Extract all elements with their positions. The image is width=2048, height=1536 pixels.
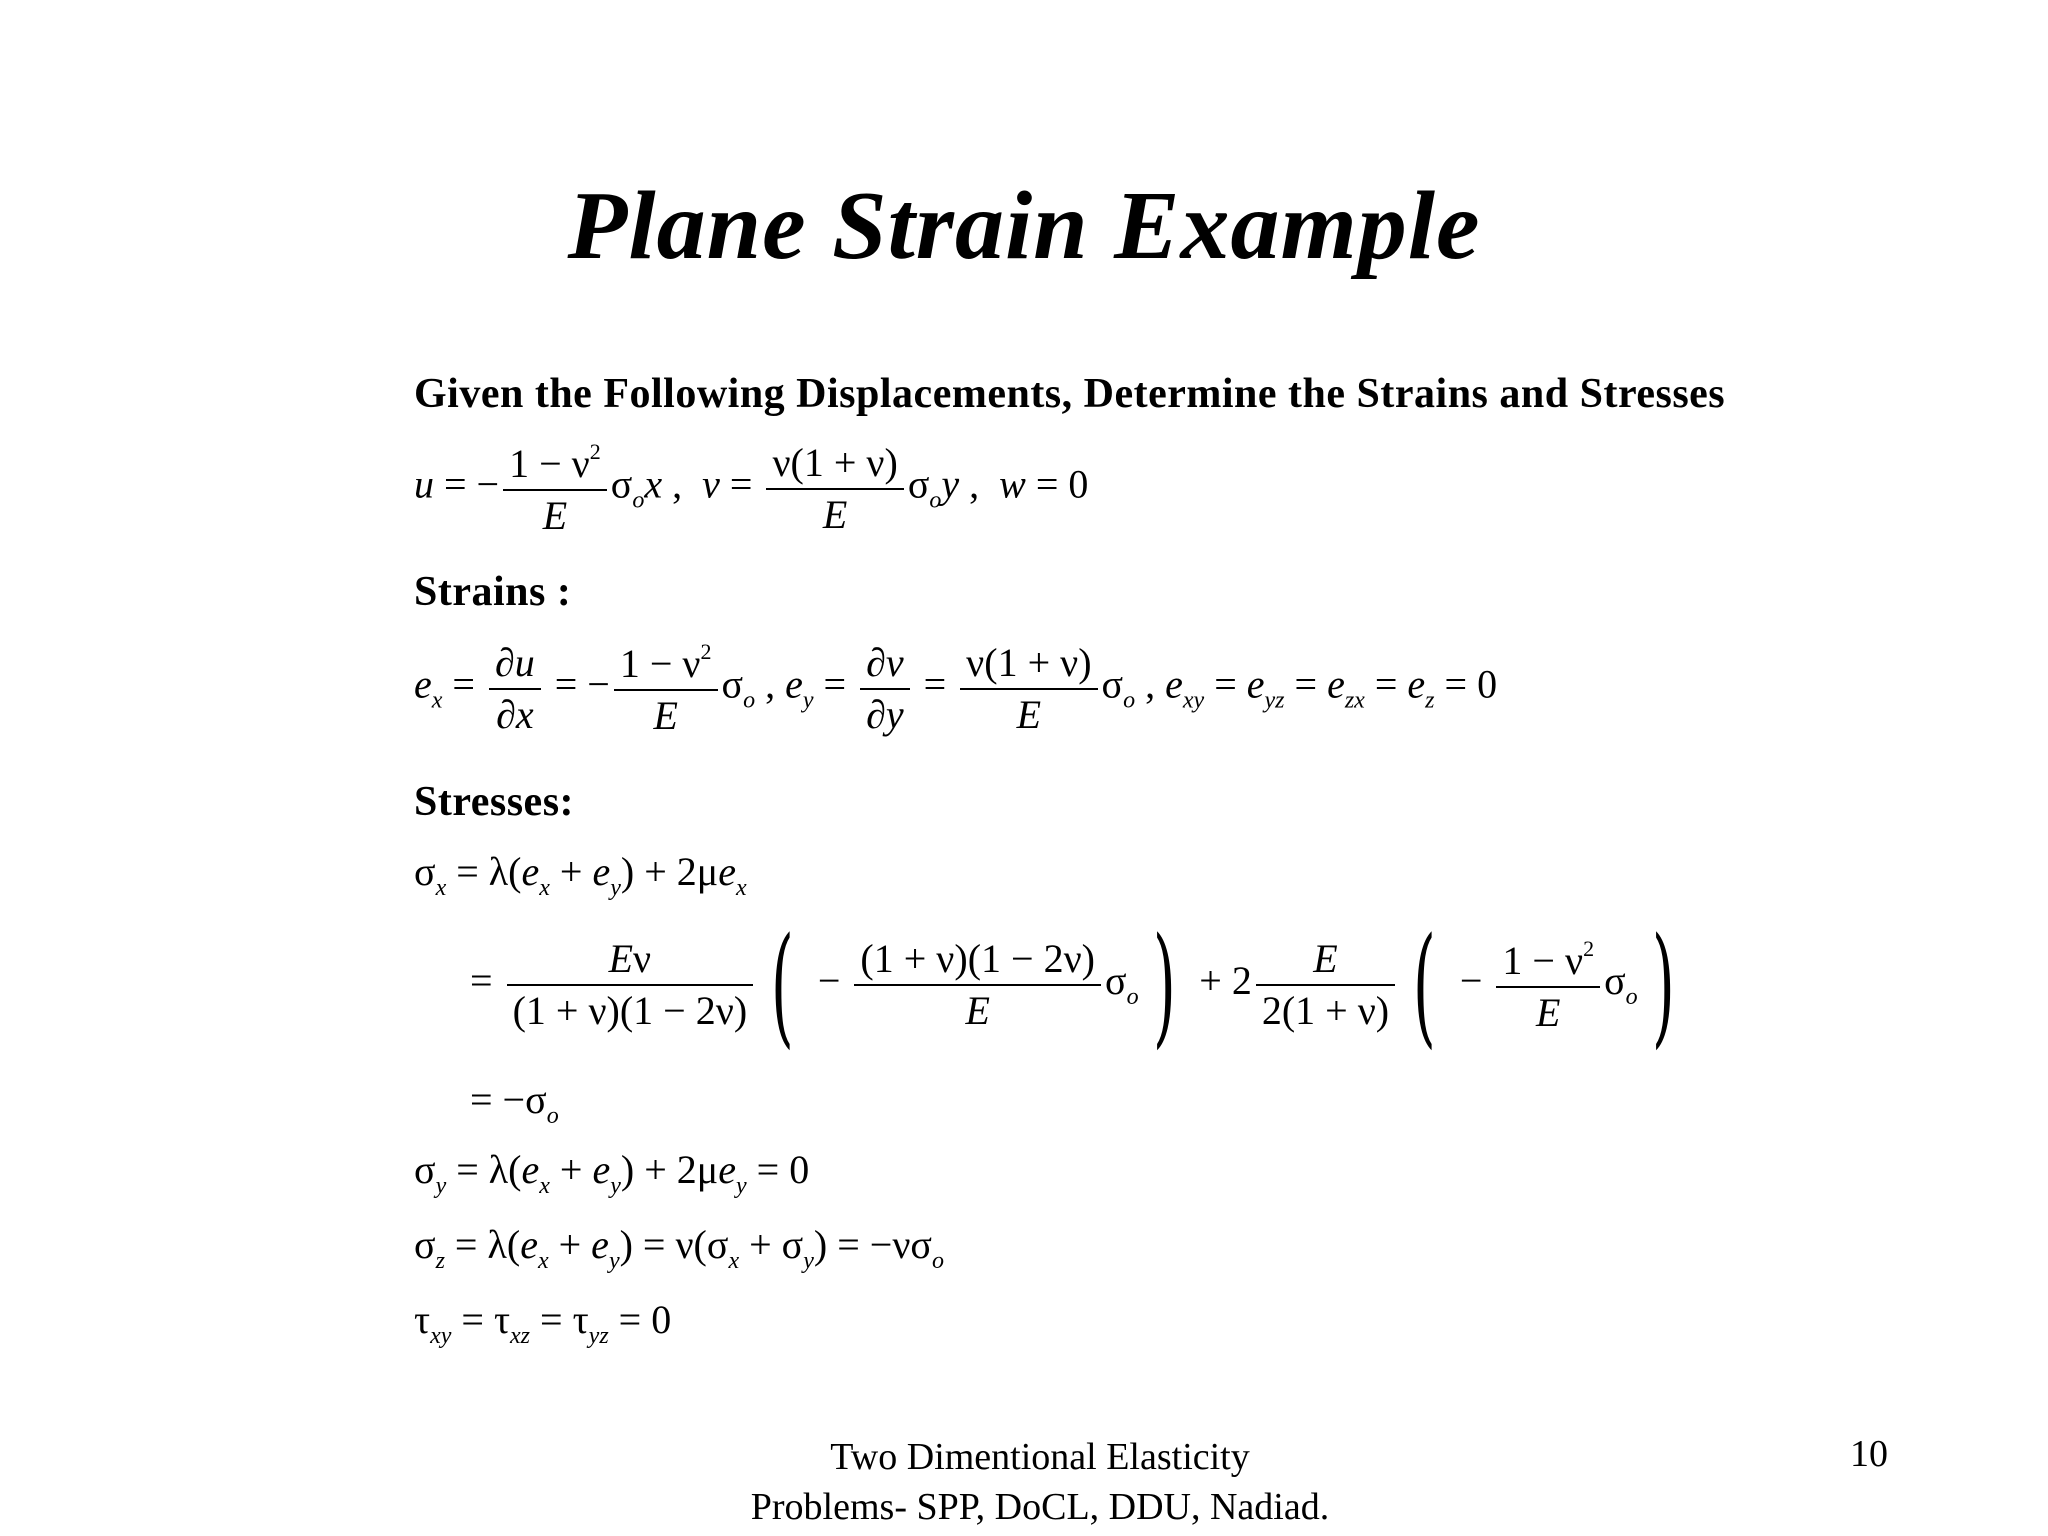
- slide-title: Plane Strain Example: [567, 172, 1481, 280]
- displacement-equations: u = − $\frac{1 - \nu^2}{E}$ $\sigma_ox$ , v = $\frac{\nu(1 + \nu)}{E}$ $\sigma_oy$ , w = 0: [414, 439, 1089, 538]
- sigma-x-result: = $-\sigma_o$: [470, 1077, 559, 1129]
- stresses-heading: Stresses:: [414, 779, 575, 825]
- footer-line-1: Two Dimentional Elasticity: [830, 1436, 1250, 1478]
- sigma-x-expansion: = $\frac{E\nu}{(1 + \nu)(1 - 2\nu)}$ ( − $\frac{(1 + \nu)(1 - 2\nu)}{E}$ $\sigma_o$ ) + 2 $\frac{E}{2(1 + \nu)}$ ( − $\frac{1 - \nu^2}{E}$ $\sigma_o$ ): [470, 909, 1675, 1061]
- page-number: 10: [1850, 1433, 1888, 1475]
- sigma-y-equation: $\sigma_y = \lambda(e_x + e_y) + 2\mu e_y = 0$: [414, 1147, 810, 1199]
- footer-line-2: Problems- SPP, DoCL, DDU, Nadiad.: [750, 1486, 1330, 1529]
- slide-footer: [640, 1432, 1440, 1532]
- sigma-x-equation: $\sigma_x = \lambda(e_x + e_y) + 2\mu e_x$: [414, 849, 747, 901]
- strain-equations: $e_x$ = $\frac{\partial u}{\partial x}$ = − $\frac{1 - \nu^2}{E}$ $\sigma_o$ , $e_y$ = $\frac{\partial v}{\partial y}$ = $\frac{\nu(1 + \nu)}{E}$ $\sigma_o$ , $e_{xy} = e_{yz} = e_{zx} = e_z = 0$: [414, 639, 1498, 738]
- sigma-z-equation: $\sigma_z = \lambda(e_x + e_y) = \nu(\sigma_x + \sigma_y) = -\nu\sigma_o$: [414, 1222, 944, 1274]
- tau-equation: $\tau_{xy} = \tau_{xz} = \tau_{yz} = 0$: [414, 1297, 672, 1349]
- strains-heading: Strains :: [414, 569, 572, 615]
- problem-statement: Given the Following Displacements, Determine the Strains and Stresses: [414, 371, 1726, 417]
